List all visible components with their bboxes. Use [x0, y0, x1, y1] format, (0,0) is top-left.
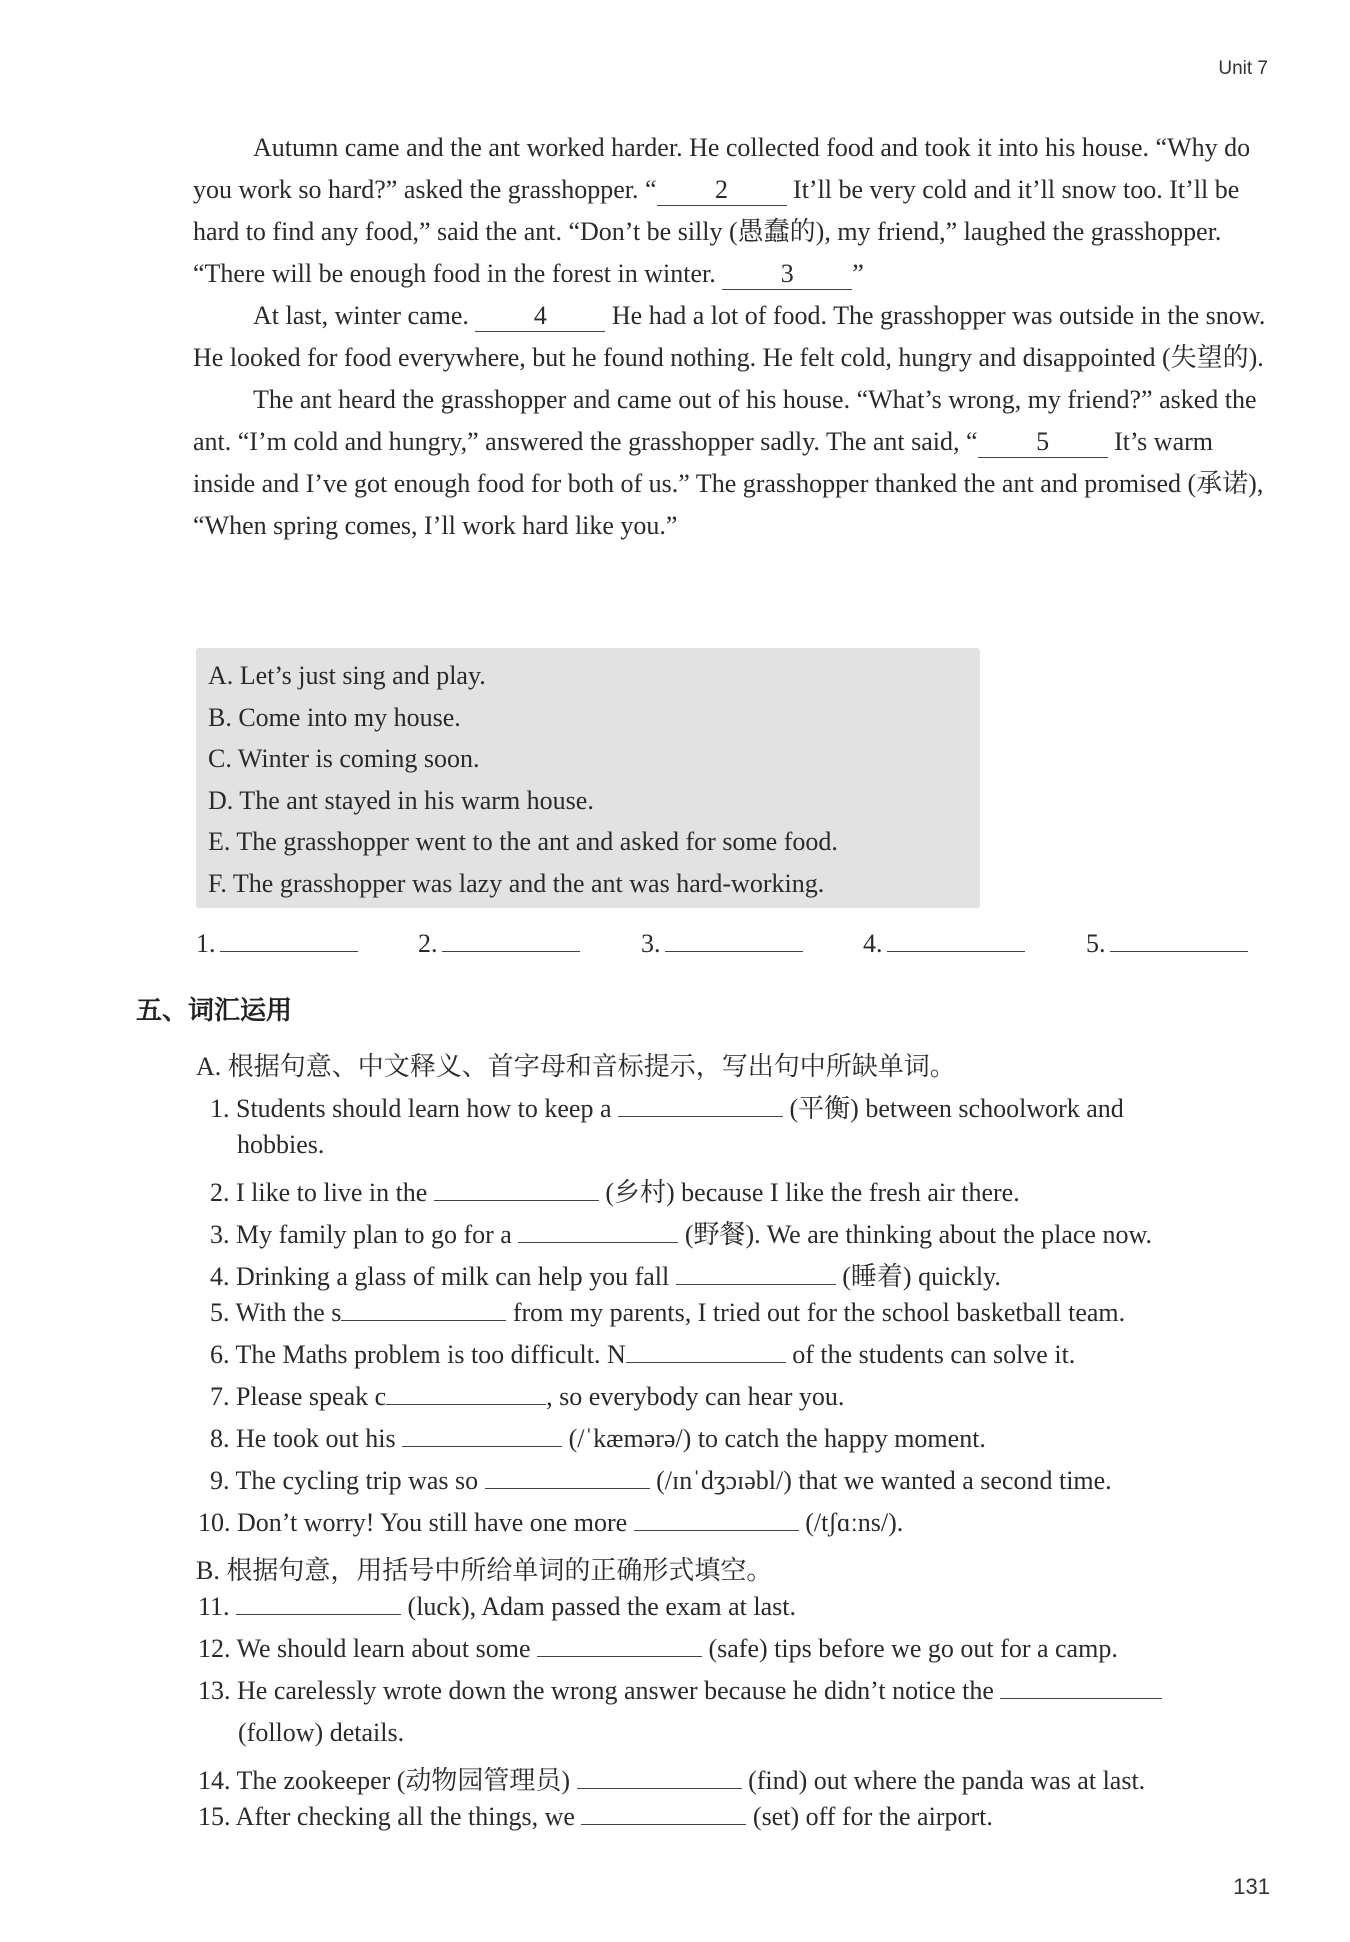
answer-blank[interactable] — [634, 1530, 799, 1531]
option-e: E. The grasshopper went to the ant and asked for some food. — [208, 827, 838, 856]
answer-blank[interactable] — [887, 925, 1025, 952]
question-text: 11. — [198, 1592, 237, 1621]
question-text: , so everybody can hear you. — [546, 1382, 845, 1411]
question-text: (find) out where the panda was at last. — [741, 1766, 1146, 1795]
answer-blank[interactable] — [386, 1404, 546, 1405]
question-text: 2. I like to live in the — [210, 1178, 434, 1207]
answer-blank[interactable] — [581, 1824, 746, 1825]
question-text: (/tʃɑːns/). — [798, 1508, 904, 1537]
question-13-cont: (follow) details. — [238, 1718, 405, 1747]
answer-blank[interactable] — [485, 1488, 650, 1489]
story-text-segment: The ant heard the grasshopper and came out of his house. “What’s wrong, my friend?” asked the ant. “I’m cold and hungry,” answered the grasshopper sadly. The ant said, “ — [193, 385, 1257, 456]
story-text-segment: ” — [852, 259, 864, 288]
question-text: 14. The zookeeper (动物园管理员) — [198, 1766, 577, 1795]
option-f: F. The grasshopper was lazy and the ant was hard-working. — [208, 868, 825, 898]
question-text: 5. With the s — [210, 1298, 342, 1327]
answer-blank[interactable] — [518, 1242, 678, 1243]
question-4 — [210, 1256, 1001, 1293]
story-paragraph-3 — [193, 379, 1268, 547]
blank-2[interactable]: 2 — [657, 175, 787, 206]
answer-label: 1. — [196, 929, 216, 958]
option-a: A. Let’s just sing and play. — [208, 661, 486, 690]
question-text: (/ˈkæmərə/) to catch the happy moment. — [562, 1424, 986, 1453]
part-b-instruction: B. 根据句意，用括号中所给单词的正确形式填空。 — [196, 1556, 773, 1585]
question-text: 6. The Maths problem is too difficult. N — [210, 1340, 626, 1369]
options-list — [208, 655, 968, 904]
answer-blank[interactable] — [1000, 1698, 1162, 1699]
question-text: (/ɪnˈdʒɔɪəbl/) that we wanted a second time. — [649, 1466, 1112, 1495]
question-text: (睡着) quickly. — [835, 1262, 1001, 1291]
question-text: 3. My family plan to go for a — [210, 1220, 519, 1249]
story-paragraph-2 — [193, 295, 1268, 379]
answer-blank[interactable] — [236, 1614, 401, 1615]
question-7 — [210, 1382, 844, 1412]
section-title: 五、词汇运用 — [136, 996, 293, 1026]
answer-blank[interactable] — [537, 1656, 702, 1657]
answer-1 — [196, 925, 358, 959]
question-12 — [198, 1634, 1118, 1664]
answer-label: 4. — [863, 929, 883, 958]
question-14 — [198, 1760, 1145, 1797]
answer-4 — [863, 925, 1025, 959]
question-text: (平衡) between schoolwork and — [783, 1094, 1124, 1123]
question-text: 10. Don’t worry! You still have one more — [198, 1508, 634, 1537]
question-text: 1. Students should learn how to keep a — [210, 1094, 618, 1123]
answer-blank[interactable] — [665, 925, 803, 952]
question-text: of the students can solve it. — [785, 1340, 1076, 1369]
question-6 — [210, 1340, 1075, 1370]
question-15 — [198, 1802, 993, 1832]
answer-3 — [641, 925, 803, 959]
answer-label: 2. — [418, 929, 438, 958]
question-2 — [210, 1172, 1020, 1209]
question-9 — [210, 1466, 1112, 1496]
question-1-cont: hobbies. — [237, 1130, 325, 1159]
answer-blank[interactable] — [402, 1446, 562, 1447]
option-d: D. The ant stayed in his warm house. — [208, 785, 594, 815]
question-text: 15. After checking all the things, we — [198, 1802, 582, 1831]
story-text-segment: It’s warm inside and I’ve got enough food for both of us.” The grasshopper thanked the ant and promised (承诺), “When spring comes, I’ll work hard like you.” — [193, 427, 1264, 540]
question-5 — [210, 1298, 1125, 1328]
answer-label: 3. — [641, 929, 661, 958]
blank-5[interactable]: 5 — [978, 427, 1108, 458]
question-8 — [210, 1424, 986, 1454]
question-1 — [210, 1088, 1124, 1125]
answer-blank[interactable] — [676, 1284, 836, 1285]
question-13 — [198, 1676, 1162, 1706]
question-text: (safe) tips before we go out for a camp. — [701, 1634, 1118, 1663]
answer-blank[interactable] — [442, 925, 580, 952]
option-c: C. Winter is coming soon. — [208, 744, 480, 773]
question-text: (乡村) because I like the fresh air there. — [598, 1178, 1020, 1207]
story-text-segment: At last, winter came. — [253, 301, 476, 330]
story-text — [193, 127, 1268, 547]
question-text: 8. He took out his — [210, 1424, 403, 1453]
story-text-segment: Autumn came and the ant worked harder. He collected food and took it into his house. “Why do you work so hard?” asked the grasshopper. “ — [193, 133, 1251, 204]
question-3 — [210, 1214, 1152, 1251]
blank-3[interactable]: 3 — [722, 259, 852, 290]
answer-blank[interactable] — [220, 925, 358, 952]
answer-blank[interactable] — [577, 1788, 742, 1789]
answer-5 — [1086, 925, 1248, 959]
question-text: 9. The cycling trip was so — [210, 1466, 485, 1495]
answer-blank[interactable] — [341, 1320, 506, 1321]
question-text: (set) off for the airport. — [746, 1802, 993, 1831]
question-10 — [198, 1508, 903, 1538]
question-text: 13. He carelessly wrote down the wrong answer because he didn’t notice the — [198, 1676, 1001, 1705]
question-text: 7. Please speak c — [210, 1382, 387, 1411]
question-text: 4. Drinking a glass of milk can help you fall — [210, 1262, 676, 1291]
question-text: 12. We should learn about some — [198, 1634, 537, 1663]
question-text: (野餐). We are thinking about the place now. — [678, 1220, 1153, 1249]
unit-header: Unit 7 — [1218, 58, 1268, 79]
answer-2 — [418, 925, 580, 959]
answer-blank[interactable] — [434, 1200, 599, 1201]
story-text-segment: It’ll be very cold and it’ll snow too. It’ll be hard to find any food,” said the ant. “Don’t be silly (愚蠢的), my friend,” laughed the grasshopper. “There will be enough food in the forest in winter. — [193, 175, 1240, 288]
question-11 — [198, 1592, 796, 1622]
page-number: 131 — [1233, 1874, 1270, 1899]
answer-blank[interactable] — [626, 1362, 786, 1363]
blank-4[interactable]: 4 — [475, 301, 605, 332]
answer-blank[interactable] — [1110, 925, 1248, 952]
question-text: (luck), Adam passed the exam at last. — [401, 1592, 796, 1621]
answer-label: 5. — [1086, 929, 1106, 958]
answer-blank[interactable] — [618, 1116, 783, 1117]
part-a-instruction: A. 根据句意、中文释义、首字母和音标提示，写出句中所缺单词。 — [196, 1052, 956, 1081]
option-b: B. Come into my house. — [208, 702, 461, 732]
story-text-segment: He had a lot of food. The grasshopper was outside in the snow. He looked for food everywhere, but he found nothing. He felt cold, hungry and disappointed (失望的). — [193, 301, 1266, 372]
question-text: from my parents, I tried out for the school basketball team. — [506, 1298, 1126, 1327]
story-paragraph-1 — [193, 127, 1268, 295]
